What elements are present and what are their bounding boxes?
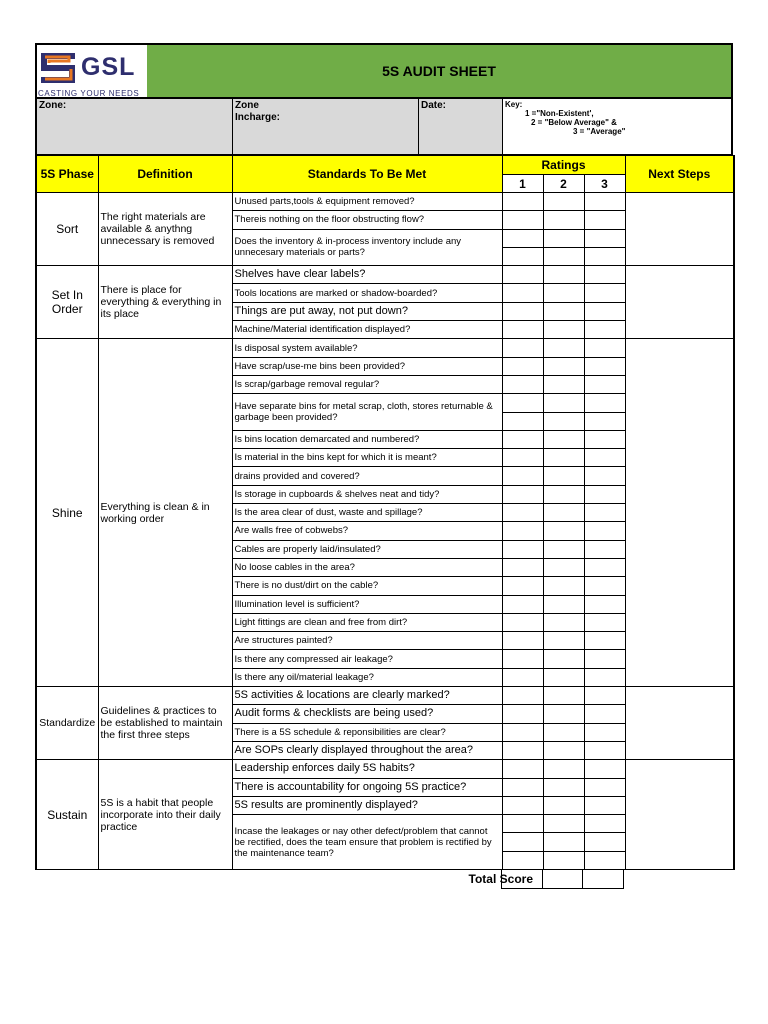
total-score-cells: [501, 870, 624, 889]
col-ratings-header: Ratings: [502, 156, 625, 175]
rating-3-cell[interactable]: [584, 284, 625, 302]
zone-label: Zone:: [39, 100, 67, 111]
rating-2-cell[interactable]: [543, 705, 584, 723]
gsl-logo-icon: [39, 49, 79, 87]
rating-3-cell[interactable]: [584, 302, 625, 320]
rating-1-cell[interactable]: [502, 815, 543, 833]
rating-2-cell[interactable]: [543, 375, 584, 393]
rating-3-cell[interactable]: [584, 321, 625, 339]
audit-table: [35, 155, 735, 870]
standard-cell: Things are put away, not put down?: [232, 302, 502, 320]
rating-1-cell[interactable]: [502, 540, 543, 558]
rating-1-cell[interactable]: [502, 211, 543, 229]
definition-cell: Everything is clean & in working order: [98, 339, 232, 687]
rating-2-cell[interactable]: [543, 193, 584, 211]
definition-cell: There is place for everything & everything in its place: [98, 266, 232, 339]
rating-1-cell[interactable]: [502, 723, 543, 741]
rating-2-cell[interactable]: [543, 467, 584, 485]
standard-cell: 5S activities & locations are clearly marked?: [232, 687, 502, 705]
next-steps-cell[interactable]: [625, 760, 734, 870]
rating-2-cell[interactable]: [543, 815, 584, 833]
key-label: Key:: [505, 100, 523, 109]
col-phase-header: 5S Phase: [36, 156, 98, 193]
rating-3-cell[interactable]: [584, 430, 625, 448]
date-label: Date:: [421, 100, 447, 111]
rating-3-cell[interactable]: [584, 504, 625, 522]
rating-1-cell[interactable]: [502, 247, 543, 265]
rating-1-cell[interactable]: [502, 449, 543, 467]
key-line-2: 2 = "Below Average" &: [531, 118, 617, 127]
rating-2-cell[interactable]: [543, 302, 584, 320]
date-field[interactable]: [419, 99, 503, 154]
info-row: [35, 99, 733, 155]
rating-3-cell[interactable]: [584, 357, 625, 375]
logo-tagline: CASTING YOUR NEEDS: [38, 89, 140, 98]
rating-1-cell[interactable]: [502, 687, 543, 705]
audit-sheet: [35, 43, 733, 890]
rating-1-cell[interactable]: [502, 668, 543, 686]
rating-1-cell[interactable]: [502, 284, 543, 302]
rating-3-cell[interactable]: [584, 449, 625, 467]
rating-2-cell[interactable]: [543, 577, 584, 595]
rating-3-cell[interactable]: [584, 687, 625, 705]
rating-3-cell[interactable]: [584, 723, 625, 741]
rating-2-cell[interactable]: [543, 668, 584, 686]
rating-1-cell[interactable]: [502, 632, 543, 650]
rating-3-cell[interactable]: [584, 266, 625, 284]
rating-1-cell[interactable]: [502, 394, 543, 412]
rating-3-cell[interactable]: [584, 558, 625, 576]
rating-1-cell[interactable]: [502, 650, 543, 668]
column-header-row: [36, 156, 734, 175]
rating-3-cell[interactable]: [584, 796, 625, 814]
rating-3-cell[interactable]: [584, 467, 625, 485]
rating-3-cell[interactable]: [584, 412, 625, 430]
zone-field[interactable]: [37, 99, 233, 154]
standard-cell: Is disposal system available?: [232, 339, 502, 357]
next-steps-cell[interactable]: [625, 193, 734, 266]
total-row: [35, 870, 733, 890]
rating-3-cell[interactable]: [584, 375, 625, 393]
rating-3-cell[interactable]: [584, 613, 625, 631]
rating-2-cell[interactable]: [543, 357, 584, 375]
standard-cell: Is there any compressed air leakage?: [232, 650, 502, 668]
total-rating-3-cell[interactable]: [583, 870, 623, 888]
standard-cell: Shelves have clear labels?: [232, 266, 502, 284]
sheet-header: [35, 43, 733, 99]
definition-cell: 5S is a habit that people incorporate into their daily practice: [98, 760, 232, 870]
sheet-title: 5S AUDIT SHEET: [147, 45, 731, 97]
rating-2-cell[interactable]: [543, 741, 584, 759]
rating-1-cell[interactable]: [502, 412, 543, 430]
standard-cell: Is bins location demarcated and numbered?: [232, 430, 502, 448]
phase-cell: Sort: [36, 193, 98, 266]
rating-3-cell[interactable]: [584, 741, 625, 759]
rating-1-cell[interactable]: [502, 321, 543, 339]
table-row: [36, 193, 734, 211]
rating-3-cell[interactable]: [584, 577, 625, 595]
rating-2-cell[interactable]: [543, 650, 584, 668]
standard-cell: Machine/Material identification displayed?: [232, 321, 502, 339]
rating-2-cell[interactable]: [543, 321, 584, 339]
rating-3-cell[interactable]: [584, 705, 625, 723]
rating-1-cell[interactable]: [502, 357, 543, 375]
table-row: [36, 760, 734, 778]
phase-cell: Standardize: [36, 687, 98, 760]
standard-cell: Does the inventory & in-process inventory include any unnecesary materials or parts?: [232, 229, 502, 266]
rating-2-cell[interactable]: [543, 851, 584, 869]
rating-2-cell[interactable]: [543, 595, 584, 613]
standard-cell: Incase the leakages or nay other defect/problem that cannot be rectified, does the team ensure that problem is rectified by the maintenance team?: [232, 815, 502, 870]
rating-1-cell[interactable]: [502, 375, 543, 393]
rating-1-cell[interactable]: [502, 760, 543, 778]
rating-3-cell[interactable]: [584, 339, 625, 357]
rating-1-cell[interactable]: [502, 504, 543, 522]
total-score-label: Total Score: [468, 871, 533, 886]
rating-3-cell[interactable]: [584, 394, 625, 412]
rating-2-cell[interactable]: [543, 449, 584, 467]
standard-cell: Light fittings are clean and free from dirt?: [232, 613, 502, 631]
zone-incharge-label-1: Zone: [235, 100, 259, 111]
rating-2-cell[interactable]: [543, 833, 584, 851]
table-row: [36, 687, 734, 705]
rating-2-cell[interactable]: [543, 796, 584, 814]
rating-3-cell[interactable]: [584, 485, 625, 503]
standard-cell: Cables are properly laid/insulated?: [232, 540, 502, 558]
rating-1-cell[interactable]: [502, 705, 543, 723]
standard-cell: drains provided and covered?: [232, 467, 502, 485]
rating-3-cell[interactable]: [584, 833, 625, 851]
rating-1-cell[interactable]: [502, 522, 543, 540]
standard-cell: Leadership enforces daily 5S habits?: [232, 760, 502, 778]
standard-cell: There is accountability for ongoing 5S practice?: [232, 778, 502, 796]
rating-1-cell[interactable]: [502, 229, 543, 247]
rating-2-cell[interactable]: [543, 687, 584, 705]
key-line-1: 1 ="Non-Existent',: [525, 109, 594, 118]
rating-1-cell[interactable]: [502, 613, 543, 631]
phase-cell: Shine: [36, 339, 98, 687]
definition-cell: The right materials are available & anythng unnecessary is removed: [98, 193, 232, 266]
rating-2-cell[interactable]: [543, 613, 584, 631]
next-steps-cell[interactable]: [625, 339, 734, 687]
rating-2-cell[interactable]: [543, 266, 584, 284]
rating-1-cell[interactable]: [502, 193, 543, 211]
rating-1-cell[interactable]: [502, 595, 543, 613]
rating-1-cell[interactable]: [502, 833, 543, 851]
rating-3-cell[interactable]: [584, 650, 625, 668]
table-row: [36, 266, 734, 284]
zone-incharge-field[interactable]: [233, 99, 419, 154]
rating-1-cell[interactable]: [502, 796, 543, 814]
next-steps-cell[interactable]: [625, 266, 734, 339]
logo-text: GSL: [81, 53, 136, 81]
standard-cell: Thereis nothing on the floor obstructing flow?: [232, 211, 502, 229]
standard-cell: Is scrap/garbage removal regular?: [232, 375, 502, 393]
rating-1-cell[interactable]: [502, 851, 543, 869]
rating-3-cell[interactable]: [584, 522, 625, 540]
standard-cell: Is there any oil/material leakage?: [232, 668, 502, 686]
rating-2-cell[interactable]: [543, 540, 584, 558]
standard-cell: Are SOPs clearly displayed throughout the area?: [232, 741, 502, 759]
definition-cell: Guidelines & practices to be established to maintain the first three steps: [98, 687, 232, 760]
rating-3-cell[interactable]: [584, 632, 625, 650]
col-standards-header: Standards To Be Met: [232, 156, 502, 193]
rating-2-cell[interactable]: [543, 522, 584, 540]
rating-2-header: 2: [543, 175, 584, 193]
standard-cell: Have scrap/use-me bins been provided?: [232, 357, 502, 375]
standard-cell: Are walls free of cobwebs?: [232, 522, 502, 540]
rating-2-cell[interactable]: [543, 723, 584, 741]
rating-1-cell[interactable]: [502, 577, 543, 595]
total-rating-1-cell[interactable]: [502, 870, 543, 888]
total-rating-2-cell[interactable]: [543, 870, 584, 888]
rating-2-cell[interactable]: [543, 247, 584, 265]
rating-1-cell[interactable]: [502, 741, 543, 759]
rating-1-cell[interactable]: [502, 467, 543, 485]
next-steps-cell[interactable]: [625, 687, 734, 760]
key-line-3: 3 = "Average": [573, 127, 626, 136]
rating-1-cell[interactable]: [502, 302, 543, 320]
rating-2-cell[interactable]: [543, 504, 584, 522]
rating-1-cell[interactable]: [502, 558, 543, 576]
rating-2-cell[interactable]: [543, 412, 584, 430]
standard-cell: Unused parts,tools & equipment removed?: [232, 193, 502, 211]
rating-3-cell[interactable]: [584, 851, 625, 869]
standard-cell: Audit forms & checklists are being used?: [232, 705, 502, 723]
standard-cell: There is no dust/dirt on the cable?: [232, 577, 502, 595]
table-row: [36, 339, 734, 357]
rating-2-cell[interactable]: [543, 430, 584, 448]
rating-3-cell[interactable]: [584, 815, 625, 833]
standard-cell: Is material in the bins kept for which it is meant?: [232, 449, 502, 467]
rating-3-cell[interactable]: [584, 211, 625, 229]
standard-cell: Are structures painted?: [232, 632, 502, 650]
standard-cell: Is the area clear of dust, waste and spillage?: [232, 504, 502, 522]
rating-3-cell[interactable]: [584, 668, 625, 686]
rating-2-cell[interactable]: [543, 394, 584, 412]
rating-3-cell[interactable]: [584, 193, 625, 211]
rating-2-cell[interactable]: [543, 558, 584, 576]
rating-2-cell[interactable]: [543, 485, 584, 503]
phase-cell: Sustain: [36, 760, 98, 870]
standard-cell: Illumination level is sufficient?: [232, 595, 502, 613]
company-logo: [37, 45, 147, 97]
rating-2-cell[interactable]: [543, 778, 584, 796]
rating-2-cell[interactable]: [543, 229, 584, 247]
rating-3-cell[interactable]: [584, 540, 625, 558]
rating-3-cell[interactable]: [584, 247, 625, 265]
rating-key: [503, 99, 731, 154]
rating-2-cell[interactable]: [543, 211, 584, 229]
rating-3-header: 3: [584, 175, 625, 193]
col-next-steps-header: Next Steps: [625, 156, 734, 193]
rating-3-cell[interactable]: [584, 760, 625, 778]
rating-1-cell[interactable]: [502, 430, 543, 448]
rating-3-cell[interactable]: [584, 229, 625, 247]
col-definition-header: Definition: [98, 156, 232, 193]
rating-1-cell[interactable]: [502, 266, 543, 284]
rating-2-cell[interactable]: [543, 632, 584, 650]
standard-cell: Is storage in cupboards & shelves neat and tidy?: [232, 485, 502, 503]
rating-2-cell[interactable]: [543, 284, 584, 302]
zone-incharge-label-2: Incharge:: [235, 112, 281, 123]
rating-1-header: 1: [502, 175, 543, 193]
rating-2-cell[interactable]: [543, 760, 584, 778]
standard-cell: Have separate bins for metal scrap, cloth, stores returnable & garbage been provided?: [232, 394, 502, 431]
standard-cell: Tools locations are marked or shadow-boarded?: [232, 284, 502, 302]
rating-1-cell[interactable]: [502, 778, 543, 796]
standard-cell: There is a 5S schedule & reponsibilities are clear?: [232, 723, 502, 741]
rating-3-cell[interactable]: [584, 778, 625, 796]
rating-3-cell[interactable]: [584, 595, 625, 613]
rating-1-cell[interactable]: [502, 339, 543, 357]
standard-cell: No loose cables in the area?: [232, 558, 502, 576]
rating-1-cell[interactable]: [502, 485, 543, 503]
standard-cell: 5S results are prominently displayed?: [232, 796, 502, 814]
phase-cell: Set In Order: [36, 266, 98, 339]
rating-2-cell[interactable]: [543, 339, 584, 357]
